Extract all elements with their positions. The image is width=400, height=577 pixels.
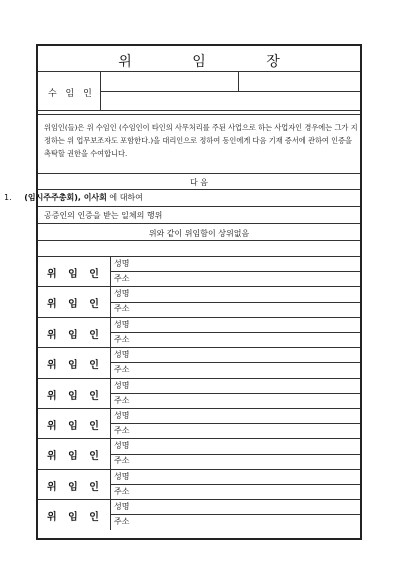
signer-label: 위 임 인 [47, 512, 103, 524]
divider [110, 271, 360, 272]
signer-name-field[interactable]: 성명 [114, 411, 130, 420]
divider [38, 189, 360, 190]
confirmation-statement: 위와 같이 위임함이 상위없음 [148, 229, 250, 238]
divider [38, 469, 360, 470]
signer-address-field[interactable]: 주소 [114, 395, 130, 405]
signer-name-field[interactable]: 성명 [114, 259, 130, 268]
divider [38, 206, 360, 207]
signer-address-field[interactable]: 주소 [114, 456, 130, 466]
divider [110, 484, 360, 485]
item-number: 1. [4, 193, 12, 202]
signer-name-field[interactable]: 성명 [114, 471, 130, 481]
signer-label: 위 임 인 [47, 329, 103, 341]
item-rest-text: 에 대하여 [106, 193, 143, 202]
document-title: 위 임 장 [118, 54, 308, 70]
signer-label: 위 임 인 [47, 299, 103, 311]
divider [38, 114, 360, 115]
divider [38, 256, 360, 257]
signer-name-field[interactable]: 성명 [114, 502, 130, 512]
divider [110, 362, 360, 363]
power-of-attorney-form [4, 44, 362, 540]
divider [38, 317, 360, 318]
signer-address-field[interactable]: 주소 [114, 304, 130, 314]
signer-label: 위 임 인 [47, 360, 103, 372]
section-heading: 다 음 [190, 178, 208, 187]
signer-name-field[interactable]: 성명 [114, 319, 130, 329]
item-scope: 공증인의 인증을 받는 일체의 행위 [44, 211, 163, 220]
divider [100, 91, 360, 92]
divider [110, 393, 360, 394]
signer-address-field[interactable]: 주소 [114, 486, 130, 496]
divider [38, 110, 360, 111]
signer-address-field[interactable]: 주소 [114, 274, 130, 283]
divider [110, 514, 360, 515]
divider [38, 408, 360, 409]
item-bold-text: (임시주주총회), 이사회 [24, 193, 107, 202]
divider [38, 499, 360, 500]
signer-address-field[interactable]: 주소 [114, 365, 130, 375]
signer-name-field[interactable]: 성명 [114, 350, 130, 360]
item-line [4, 192, 143, 203]
divider [38, 240, 360, 241]
signer-address-field[interactable]: 주소 [114, 334, 130, 344]
signer-label: 위 임 인 [47, 481, 103, 493]
divider [38, 378, 360, 379]
divider [38, 71, 360, 72]
divider [38, 438, 360, 439]
signer-label: 위 임 인 [47, 421, 103, 432]
signer-address-field[interactable]: 주소 [114, 517, 130, 527]
signer-label: 위 임 인 [47, 390, 103, 402]
divider [38, 347, 360, 348]
recipient-label: 수 임 인 [48, 89, 95, 99]
divider [38, 223, 360, 224]
divider [110, 332, 360, 333]
signer-name-field[interactable]: 성명 [114, 289, 130, 299]
authorization-paragraph: 위임인(들)은 위 수임인 (수임인이 타인의 사무처리를 주된 사업으로 하는 사업자인 경우에는 그가 지정하는 위 업무보조자도 포함한다.)을 대리인으로 정하여 동인에게 다음 기재 증서에 관하여 인증을 촉탁할 권한을 수여합니다. [44, 123, 358, 158]
divider [110, 302, 360, 303]
divider [110, 423, 360, 424]
signer-label: 위 임 인 [47, 451, 103, 463]
divider [38, 173, 360, 174]
divider [238, 71, 239, 91]
signer-name-field[interactable]: 성명 [114, 380, 130, 390]
divider [110, 454, 360, 455]
signer-address-field[interactable]: 주소 [114, 426, 130, 435]
signer-name-field[interactable]: 성명 [114, 441, 130, 451]
divider [38, 286, 360, 287]
signer-label: 위 임 인 [47, 269, 103, 280]
